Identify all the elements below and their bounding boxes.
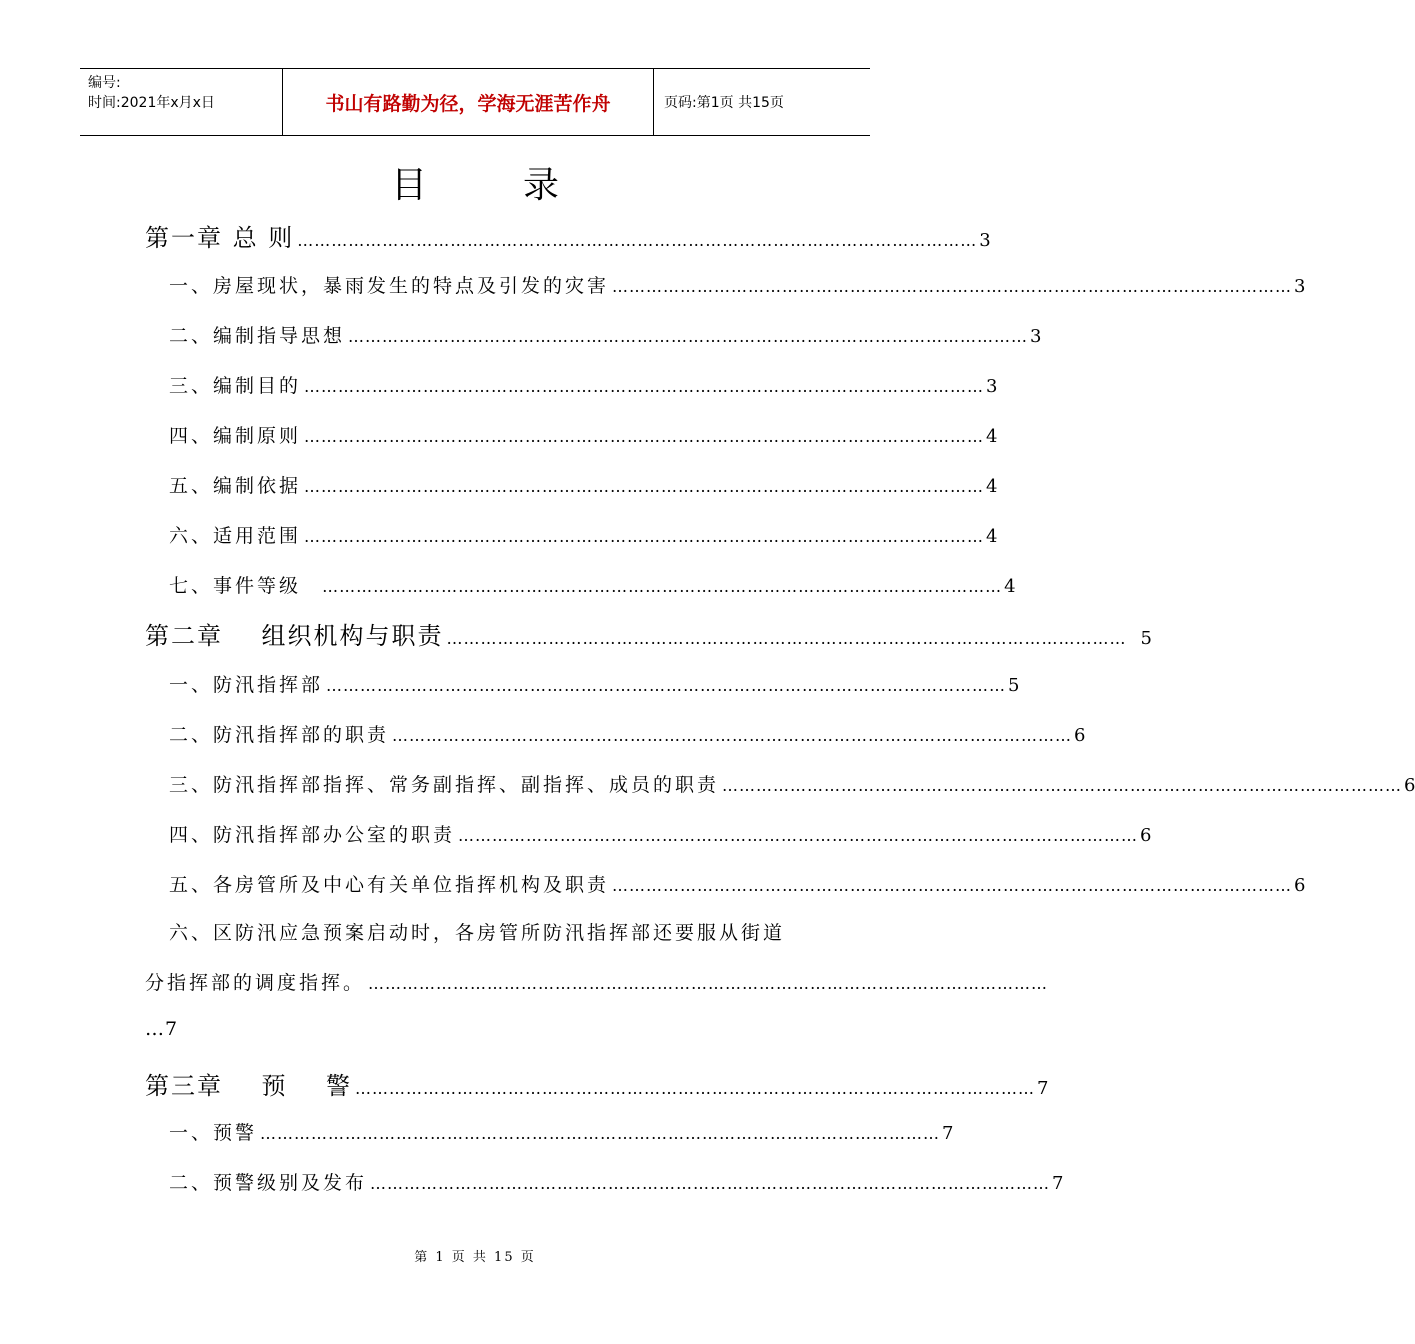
document-header: [80, 68, 870, 136]
toc-item[interactable]: [169, 571, 1016, 598]
toc-page-number: 3: [979, 230, 991, 251]
toc-chapter-3[interactable]: [145, 1066, 1049, 1101]
toc-label: 第三章 预 警: [145, 1072, 353, 1100]
toc-leader-dots: …………………………………………………………………………………………………………: [458, 826, 1139, 845]
toc-label: 六、适用范围: [169, 525, 302, 547]
toc-page-number: 3: [986, 376, 998, 397]
toc-page-number: 3: [1294, 276, 1306, 297]
toc-label: 二、防汛指挥部的职责: [169, 724, 390, 746]
toc-label: 五、编制依据: [169, 475, 302, 497]
toc-label: 三、防汛指挥部指挥、常务副指挥、副指挥、成员的职责: [169, 774, 720, 796]
toc-item[interactable]: [169, 870, 1306, 897]
toc-page-number: 7: [1052, 1173, 1064, 1194]
toc-label: 四、防汛指挥部办公室的职责: [169, 824, 456, 846]
toc-leader-dots: …………………………………………………………………………………………………………: [612, 277, 1293, 296]
toc-page-number: 4: [986, 526, 998, 547]
header-page-info: 页码:第1页 共15页: [664, 95, 784, 111]
toc-chapter-2[interactable]: [145, 616, 1152, 651]
toc-leader-dots: …………………………………………………………………………………………………………: [722, 776, 1403, 795]
toc-leader-dots: …………………………………………………………………………………………………………: [348, 327, 1029, 346]
toc-item-wrapped-line-1[interactable]: 六、区防汛应急预案启动时，各房管所防汛指挥部还要服从街道: [169, 922, 786, 944]
toc-item[interactable]: [169, 421, 998, 448]
toc-item-wrapped-line-3: …7: [145, 1018, 179, 1040]
toc-chapter-1[interactable]: [145, 218, 991, 253]
toc-item[interactable]: [169, 670, 1020, 697]
toc-page-number: 5: [1008, 675, 1020, 696]
toc-leader-dots: …………………………………………………………………………………………………………: [392, 726, 1073, 745]
toc-page-number: 6: [1294, 875, 1306, 896]
toc-leader-dots: …………………………………………………………………………………………………………: [326, 676, 1007, 695]
toc-label: 二、预警级别及发布: [169, 1172, 368, 1194]
toc-item[interactable]: [169, 321, 1042, 348]
toc-item[interactable]: [169, 521, 998, 548]
toc-item[interactable]: [169, 770, 1415, 797]
toc-leader-dots: …………………………………………………………………………………………………………: [368, 974, 1049, 993]
toc-label: 二、编制指导思想: [169, 325, 346, 347]
toc-leader-dots: …………………………………………………………………………………………………………: [446, 629, 1127, 648]
toc-page-number: 3: [1030, 326, 1042, 347]
toc-leader-dots: …………………………………………………………………………………………………………: [297, 231, 978, 250]
toc-page-number: 4: [1004, 576, 1016, 597]
toc-page-number: 5: [1140, 628, 1152, 649]
toc-page-number: 4: [986, 476, 998, 497]
toc-item[interactable]: [169, 1118, 954, 1145]
toc-item-wrapped-line-2[interactable]: [145, 968, 1049, 995]
header-motto: 书山有路勤为径，学海无涯苦作舟: [282, 69, 654, 135]
toc-label: 三、编制目的: [169, 375, 302, 397]
toc-leader-dots: …………………………………………………………………………………………………………: [612, 876, 1293, 895]
toc-leader-dots: …………………………………………………………………………………………………………: [260, 1124, 941, 1143]
toc-page-number: 4: [986, 426, 998, 447]
toc-leader-dots: …………………………………………………………………………………………………………: [304, 527, 985, 546]
toc-label: 一、防汛指挥部: [169, 674, 324, 696]
number-label: 编号:: [88, 75, 121, 91]
page-footer: 第 1 页 共 15 页: [414, 1250, 536, 1265]
toc-label: 四、编制原则: [169, 425, 302, 447]
toc-item[interactable]: [169, 371, 998, 398]
toc-leader-dots: …………………………………………………………………………………………………………: [304, 477, 985, 496]
toc-item[interactable]: [169, 820, 1152, 847]
header-meta: [80, 69, 282, 135]
toc-page-number: 6: [1404, 775, 1415, 796]
toc-leader-dots: …………………………………………………………………………………………………………: [370, 1174, 1051, 1193]
toc-label: 一、预警: [169, 1122, 258, 1144]
toc-item[interactable]: [169, 720, 1086, 747]
toc-label: 第二章 组织机构与职责: [145, 622, 444, 650]
toc-item[interactable]: [169, 271, 1306, 298]
toc-leader-dots: …………………………………………………………………………………………………………: [304, 427, 985, 446]
toc-item[interactable]: [169, 471, 998, 498]
time-label: 时间:2021年x月x日: [88, 95, 215, 111]
toc-leader-dots: …………………………………………………………………………………………………………: [304, 377, 985, 396]
toc-leader-dots: …………………………………………………………………………………………………………: [322, 577, 1003, 596]
toc-label: 第一章 总 则: [145, 224, 295, 252]
toc-item[interactable]: [169, 1168, 1064, 1195]
toc-label: 五、各房管所及中心有关单位指挥机构及职责: [169, 874, 610, 896]
toc-label: 一、房屋现状，暴雨发生的特点及引发的灾害: [169, 275, 610, 297]
page-title: 目录: [390, 165, 655, 206]
toc-label: 七、事件等级: [169, 575, 320, 597]
toc-leader-dots: …………………………………………………………………………………………………………: [355, 1079, 1036, 1098]
toc-page-number: 6: [1074, 725, 1086, 746]
toc-label: 分指挥部的调度指挥。: [145, 972, 366, 994]
toc-page-number: 7: [942, 1123, 954, 1144]
toc-page-number: 6: [1140, 825, 1152, 846]
toc-page-number: 7: [1037, 1078, 1049, 1099]
